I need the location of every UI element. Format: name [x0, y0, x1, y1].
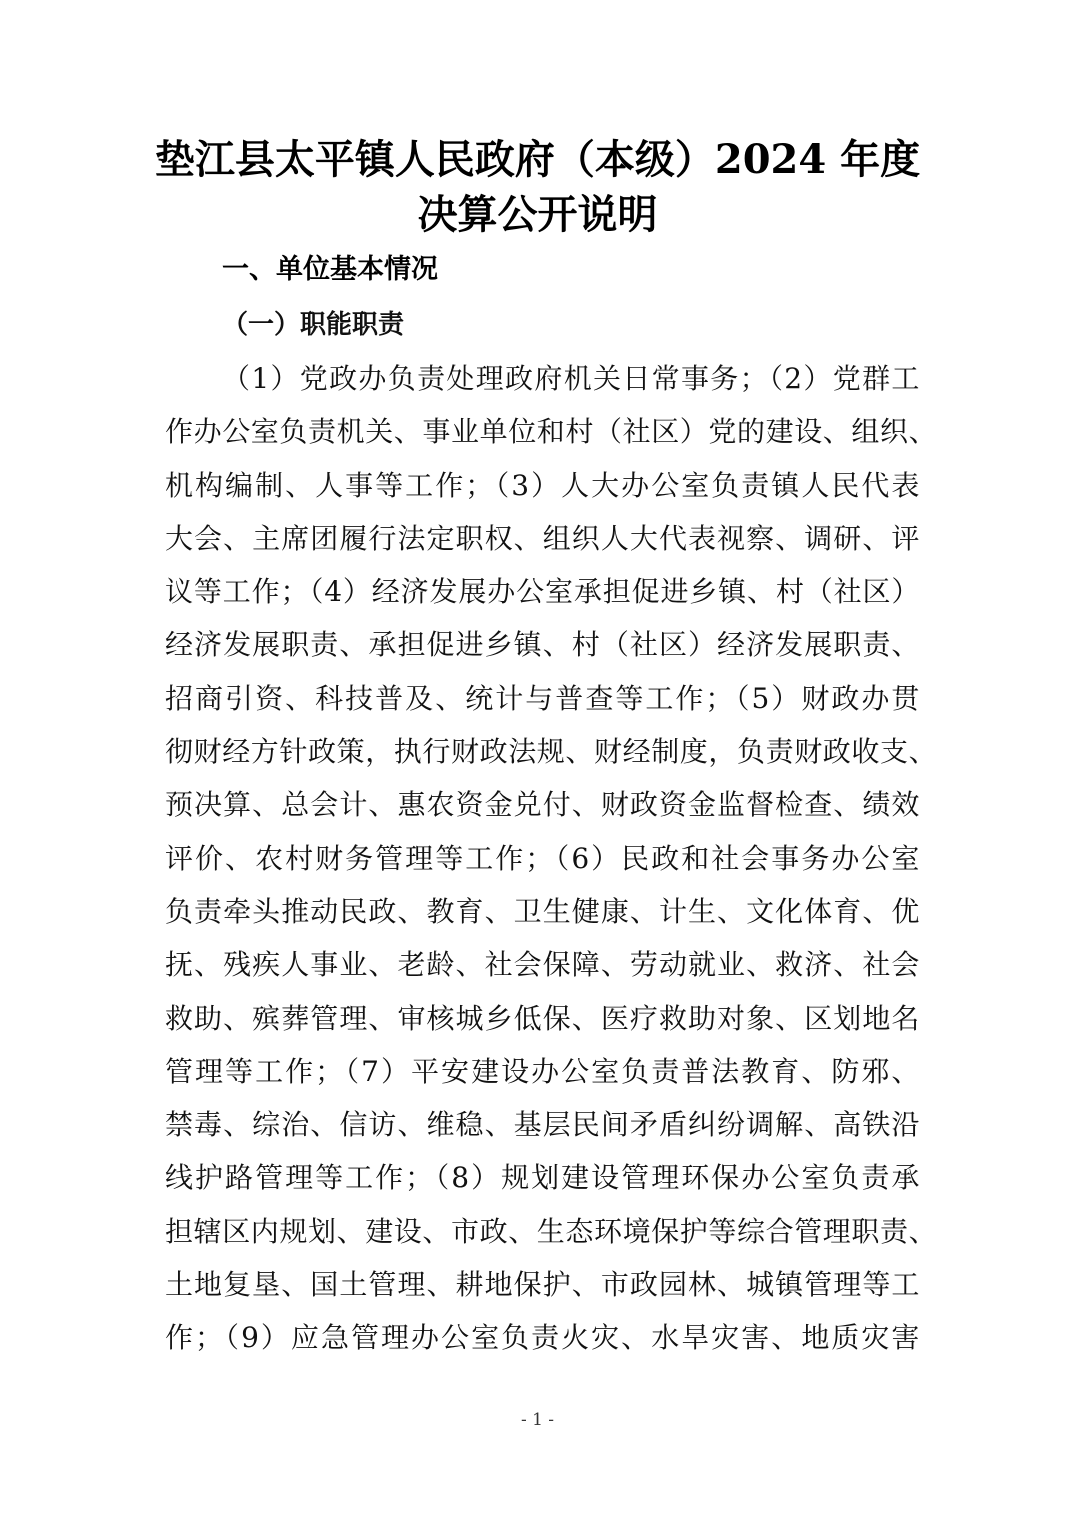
document-title-line-2: 决算公开说明: [417, 191, 658, 238]
body-line: 招商引资、科技普及、统计与普查等工作；（5）财政办贯: [165, 681, 920, 715]
subsection-heading: （一）职能职责: [222, 310, 405, 340]
body-line: 管理等工作；（7）平安建设办公室负责普法教育、防邪、: [165, 1054, 920, 1088]
body-line: 作办公室负责机关、事业单位和村（社区）党的建设、组织、: [165, 415, 938, 449]
section-heading: 一、单位基本情况: [222, 254, 438, 285]
body-line: （1）党政办负责处理政府机关日常事务；（2）党群工: [222, 362, 920, 395]
body-line: 作；（9）应急管理办公室负责火灾、水旱灾害、地质灾害: [165, 1321, 920, 1355]
page-number: - 1 -: [520, 1410, 555, 1430]
body-line: 经济发展职责、承担促进乡镇、村（社区）经济发展职责、: [165, 628, 920, 662]
body-line: 机构编制、人事等工作；（3）人大办公室负责镇人民代表: [165, 468, 920, 502]
body-line: 抚、残疾人事业、老龄、社会保障、劳动就业、救济、社会: [165, 948, 920, 982]
body-line: 救助、殡葬管理、审核城乡低保、医疗救助对象、区划地名: [165, 1001, 920, 1035]
body-line: 评价、农村财务管理等工作；（6）民政和社会事务办公室: [165, 841, 920, 875]
body-line: 担辖区内规划、建设、市政、生态环境保护等综合管理职责、: [165, 1214, 938, 1248]
body-line: 预决算、总会计、惠农资金兑付、财政资金监督检查、绩效: [165, 788, 920, 822]
document-title-line-1: 垫江县太平镇人民政府（本级）2024 年度: [154, 136, 921, 183]
body-line: 大会、主席团履行法定职权、组织人大代表视察、调研、评: [165, 521, 920, 555]
body-paragraph: [165, 362, 938, 1376]
body-line: 彻财经方针政策，执行财政法规、财经制度，负责财政收支、: [165, 735, 938, 769]
body-line: 负责牵头推动民政、教育、卫生健康、计生、文化体育、优: [165, 894, 920, 928]
body-line: 土地复垦、国土管理、耕地保护、市政园林、城镇管理等工: [165, 1268, 920, 1302]
body-line: 禁毒、综治、信访、维稳、基层民间矛盾纠纷调解、高铁沿: [165, 1108, 920, 1142]
body-line: 议等工作；（4）经济发展办公室承担促进乡镇、村（社区）: [165, 575, 920, 609]
body-line: 线护路管理等工作；（8）规划建设管理环保办公室负责承: [165, 1161, 920, 1195]
